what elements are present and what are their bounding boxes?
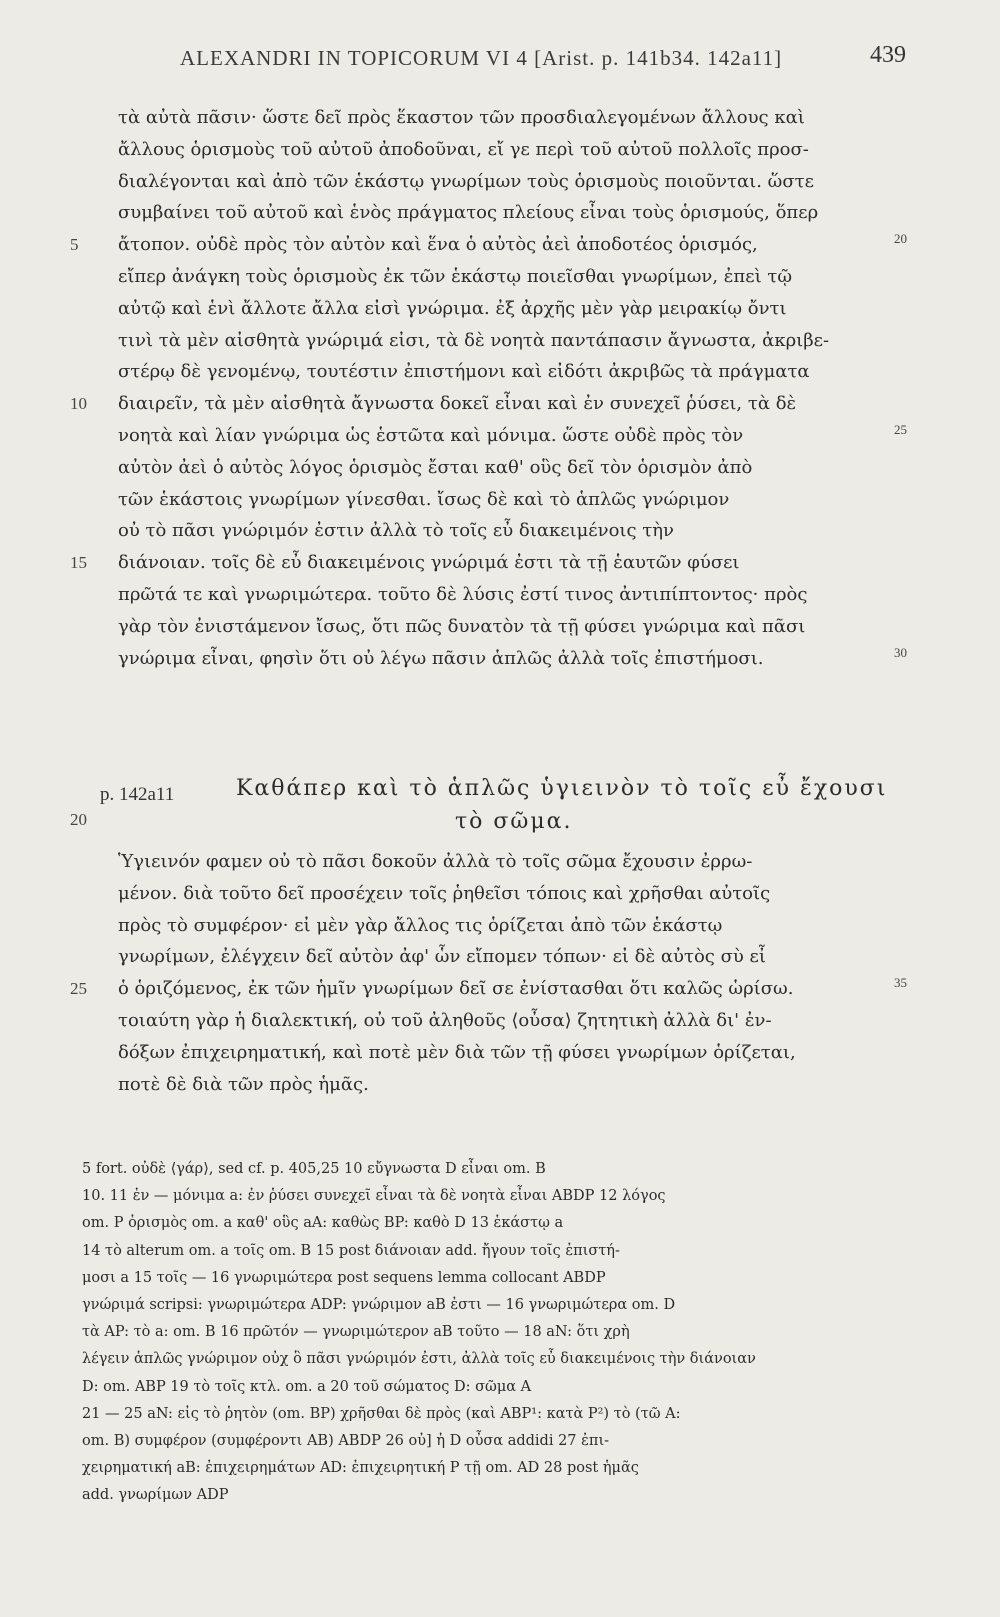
- margin-number: 20: [894, 231, 907, 247]
- text-line: [0, 388, 1000, 420]
- apparatus-text: 5 fort. οὐδὲ ⟨γάρ⟩, sed cf. p. 405,25 10 εὔγνωστα D εἶναι om. B: [82, 1161, 546, 1177]
- text-line: [0, 941, 1000, 973]
- text-line: [0, 878, 1000, 910]
- line-number: 5: [70, 235, 79, 255]
- line-text: στέρῳ δὲ γενομένῳ, τουτέστιν ἐπιστήμονι καὶ εἰδότι ἀκριβῶς τὰ πράγματα: [118, 361, 810, 383]
- apparatus-text: 21 — 25 aN: εἰς τὸ ῥητὸν (om. BP) χρῆσθαι δὲ πρὸς (καὶ ABP¹: κατὰ P²) τὸ (τῶ A:: [82, 1405, 681, 1422]
- apparatus-text: D: om. ABP 19 τὸ τοῖς κτλ. om. a 20 τοῦ σώματος D: σῶμα A: [82, 1378, 532, 1395]
- text-line: [0, 356, 1000, 388]
- lemma-line-1: Καθάπερ καὶ τὸ ἁπλῶς ὑγιεινὸν τὸ τοῖς εὖ ἔχουσι: [236, 776, 888, 801]
- apparatus-line: [0, 1238, 1000, 1265]
- apparatus-text: χειρηματική aB: ἐπιχειρημάτων AD: ἐπιχειρητική P τῇ om. AD 28 post ἡμᾶς: [82, 1460, 639, 1477]
- line-text: αὐτῷ καὶ ἑνὶ ἄλλοτε ἄλλα εἰσὶ γνώριμα. ἐξ ἀρχῆς μὲν γὰρ μειρακίῳ ὄντι: [118, 297, 787, 319]
- text-line: [0, 846, 1000, 878]
- commentary-text: [0, 846, 1000, 1100]
- apparatus-line: [0, 1428, 1000, 1455]
- apparatus-text: om. P ὁρισμὸς om. a καθ' οὓς aA: καθὼς BP: καθὸ D 13 ἑκάστῳ a: [82, 1215, 564, 1232]
- margin-number: 25: [894, 421, 907, 437]
- line-text: ὁ ὁριζόμενος, ἐκ τῶν ἡμῖν γνωρίμων δεῖ σε ἐνίστασθαι ὅτι καλῶς ὡρίσω.: [118, 978, 794, 1000]
- apparatus-text: om. B) συμφέρον (συμφέροντι AB) ABDP 26 οὐ] ἡ D οὖσα addidi 27 ἐπι-: [82, 1432, 610, 1449]
- apparatus-line: [0, 1401, 1000, 1428]
- line-text: διάνοιαν. τοῖς δὲ εὖ διακειμένοις γνώριμά ἐστι τὰ τῇ ἑαυτῶν φύσει: [118, 552, 740, 574]
- line-text: αὐτὸν ἀεὶ ὁ αὐτὸς λόγος ὁρισμὸς ἔσται καθ' οὓς δεῖ τὸν ὁρισμὸν ἀπὸ: [118, 456, 753, 478]
- text-line: [0, 547, 1000, 579]
- running-head: ALEXANDRI IN TOPICORUM VI 4 [Arist. p. 141b34. 142a11]: [180, 46, 783, 70]
- text-line: [0, 910, 1000, 942]
- line-text: διαλέγονται καὶ ἀπὸ τῶν ἑκάστῳ γνωρίμων τοὺς ὁρισμοὺς ποιοῦνται. ὥστε: [118, 170, 814, 192]
- text-line: [0, 452, 1000, 484]
- text-line: [0, 1005, 1000, 1037]
- line-text: ἄλλους ὁρισμοὺς τοῦ αὐτοῦ ἀποδοῦναι, εἴ γε περὶ τοῦ αὐτοῦ πολλοῖς προσ-: [118, 138, 809, 160]
- text-line: [0, 420, 1000, 452]
- line-text: οὐ τὸ πᾶσι γνώριμόν ἐστιν ἀλλὰ τὸ τοῖς εὖ διακειμένοις τὴν: [118, 520, 674, 542]
- line-text: τῶν ἑκάστοις γνωρίμων γίνεσθαι. ἴσως δὲ καὶ τὸ ἁπλῶς γνώριμον: [118, 488, 730, 510]
- text-line: [0, 973, 1000, 1005]
- line-text: Ὑγιεινόν φαμεν οὐ τὸ πᾶσι δοκοῦν ἀλλὰ τὸ τοῖς σῶμα ἔχουσιν ἐρρω-: [118, 851, 753, 872]
- apparatus-line: [0, 1319, 1000, 1346]
- apparatus-line: [0, 1346, 1000, 1373]
- apparatus-text: add. γνωρίμων ADP: [82, 1487, 229, 1504]
- text-line: [0, 484, 1000, 516]
- line-number: 10: [70, 394, 87, 414]
- text-line: [0, 1069, 1000, 1101]
- apparatus-text: 14 τὸ alterum om. a τοῖς om. B 15 post διάνοιαν add. ἤγουν τοῖς ἐπιστή-: [82, 1242, 620, 1259]
- apparatus-line: [0, 1265, 1000, 1292]
- text-line: [0, 229, 1000, 261]
- apparatus-text: μοσι a 15 τοῖς — 16 γνωριμώτερα post sequens lemma collocant ABDP: [82, 1269, 606, 1286]
- margin-number: 30: [894, 644, 907, 660]
- text-line: [0, 643, 1000, 675]
- text-line: [0, 261, 1000, 293]
- apparatus-line: [0, 1292, 1000, 1319]
- apparatus-line: [0, 1374, 1000, 1401]
- page-number: 439: [870, 42, 906, 68]
- line-text: εἴπερ ἀνάγκη τοὺς ὁρισμοὺς ἐκ τῶν ἑκάστῳ ποιεῖσθαι γνωρίμων, ἐπεὶ τῷ: [118, 265, 793, 287]
- text-line: [0, 134, 1000, 166]
- critical-apparatus: [0, 1156, 1000, 1509]
- line-text: τινὶ τὰ μὲν αἰσθητὰ γνώριμά εἰσι, τὰ δὲ νοητὰ παντάπασιν ἄγνωστα, ἀκριβε-: [118, 329, 830, 351]
- apparatus-text: 10. 11 ἐν — μόνιμα a: ἐν ῥύσει συνεχεῖ εἶναι τὰ δὲ νοητὰ εἶναι ABDP 12 λόγος: [82, 1188, 666, 1205]
- line-text: τὰ αὐτὰ πᾶσιν· ὥστε δεῖ πρὸς ἕκαστον τῶν προσδιαλεγομένων ἄλλους καὶ: [118, 107, 805, 128]
- line-text: ἄτοπον. οὐδὲ πρὸς τὸν αὐτὸν καὶ ἕνα ὁ αὐτὸς ἀεὶ ἀποδοτέος ὁρισμός,: [118, 234, 758, 256]
- apparatus-line: [0, 1156, 1000, 1183]
- text-line: [0, 579, 1000, 611]
- line-text: πρὸς τὸ συμφέρον· εἰ μὲν γὰρ ἄλλος τις ὁρίζεται ἀπὸ τῶν ἑκάστῳ: [118, 914, 723, 936]
- line-number: 25: [70, 979, 87, 999]
- line-text: συμβαίνει τοῦ αὐτοῦ καὶ ἑνὸς πράγματος πλείους εἶναι τοὺς ὁρισμούς, ὅπερ: [118, 202, 819, 224]
- text-line: [0, 102, 1000, 134]
- lemma-line-2: τὸ σῶμα.: [455, 809, 573, 834]
- line-text: τοιαύτη γὰρ ἡ διαλεκτική, οὐ τοῦ ἀληθοῦς ⟨οὖσα⟩ ζητητικὴ ἀλλὰ δι' ἐν-: [118, 1009, 772, 1031]
- line-text: πρῶτά τε καὶ γνωριμώτερα. τοῦτο δὲ λύσις ἐστί τινος ἀντιπίπτοντος· πρὸς: [118, 583, 808, 605]
- apparatus-line: [0, 1482, 1000, 1509]
- main-text: [0, 102, 1000, 674]
- line-text: νοητὰ καὶ λίαν γνώριμα ὡς ἑστῶτα καὶ μόνιμα. ὥστε οὐδὲ πρὸς τὸν: [118, 424, 744, 446]
- line-number: 15: [70, 553, 87, 573]
- apparatus-line: [0, 1210, 1000, 1237]
- text-line: [0, 166, 1000, 198]
- margin-number: 35: [894, 975, 907, 991]
- line-text: διαιρεῖν, τὰ μὲν αἰσθητὰ ἄγνωστα δοκεῖ εἶναι καὶ ἐν συνεχεῖ ῥύσει, τὰ δὲ: [118, 393, 797, 415]
- line-text: γνωρίμων, ἐλέγχειν δεῖ αὐτὸν ἀφ' ὧν εἴπομεν τόπων· εἰ δὲ αὐτὸς σὺ εἶ: [118, 946, 766, 968]
- text-line: [0, 515, 1000, 547]
- apparatus-text: γνώριμά scripsi: γνωριμώτερα ADP: γνώριμον aB ἐστι — 16 γνωριμώτερα om. D: [82, 1296, 676, 1313]
- line-text: δόξων ἐπιχειρηματική, καὶ ποτὲ μὲν διὰ τῶν τῇ φύσει γνωρίμων ὁρίζεται,: [118, 1041, 796, 1063]
- apparatus-text: λέγειν ἁπλῶς γνώριμον οὐχ ὃ πᾶσι γνώριμόν ἐστι, ἀλλὰ τοῖς εὖ διακειμένοις τὴν διάνοιαν: [82, 1351, 756, 1368]
- apparatus-line: [0, 1183, 1000, 1210]
- line-text: μένον. διὰ τοῦτο δεῖ προσέχειν τοῖς ῥηθεῖσι τόποις καὶ χρῆσθαι αὐτοῖς: [118, 882, 771, 904]
- apparatus-line: [0, 1455, 1000, 1482]
- apparatus-text: τὰ AP: τὸ a: om. B 16 πρῶτόν — γνωριμώτερον aB τοῦτο — 18 aN: ὅτι χρὴ: [82, 1324, 630, 1341]
- line-text: γὰρ τὸν ἐνιστάμενον ἴσως, ὅτι πῶς δυνατὸν τὰ τῇ φύσει γνώριμα καὶ πᾶσι: [118, 615, 806, 637]
- lemma-reference: p. 142a11: [100, 784, 175, 805]
- text-line: [0, 611, 1000, 643]
- line-text: ποτὲ δὲ διὰ τῶν πρὸς ἡμᾶς.: [118, 1073, 369, 1095]
- text-line: [0, 325, 1000, 357]
- line-text: γνώριμα εἶναι, φησὶν ὅτι οὐ λέγω πᾶσιν ἁπλῶς ἀλλὰ τοῖς ἐπιστήμοσι.: [118, 647, 764, 669]
- text-line: [0, 293, 1000, 325]
- lemma-line-number: 20: [70, 810, 87, 829]
- text-line: [0, 197, 1000, 229]
- text-line: [0, 1037, 1000, 1069]
